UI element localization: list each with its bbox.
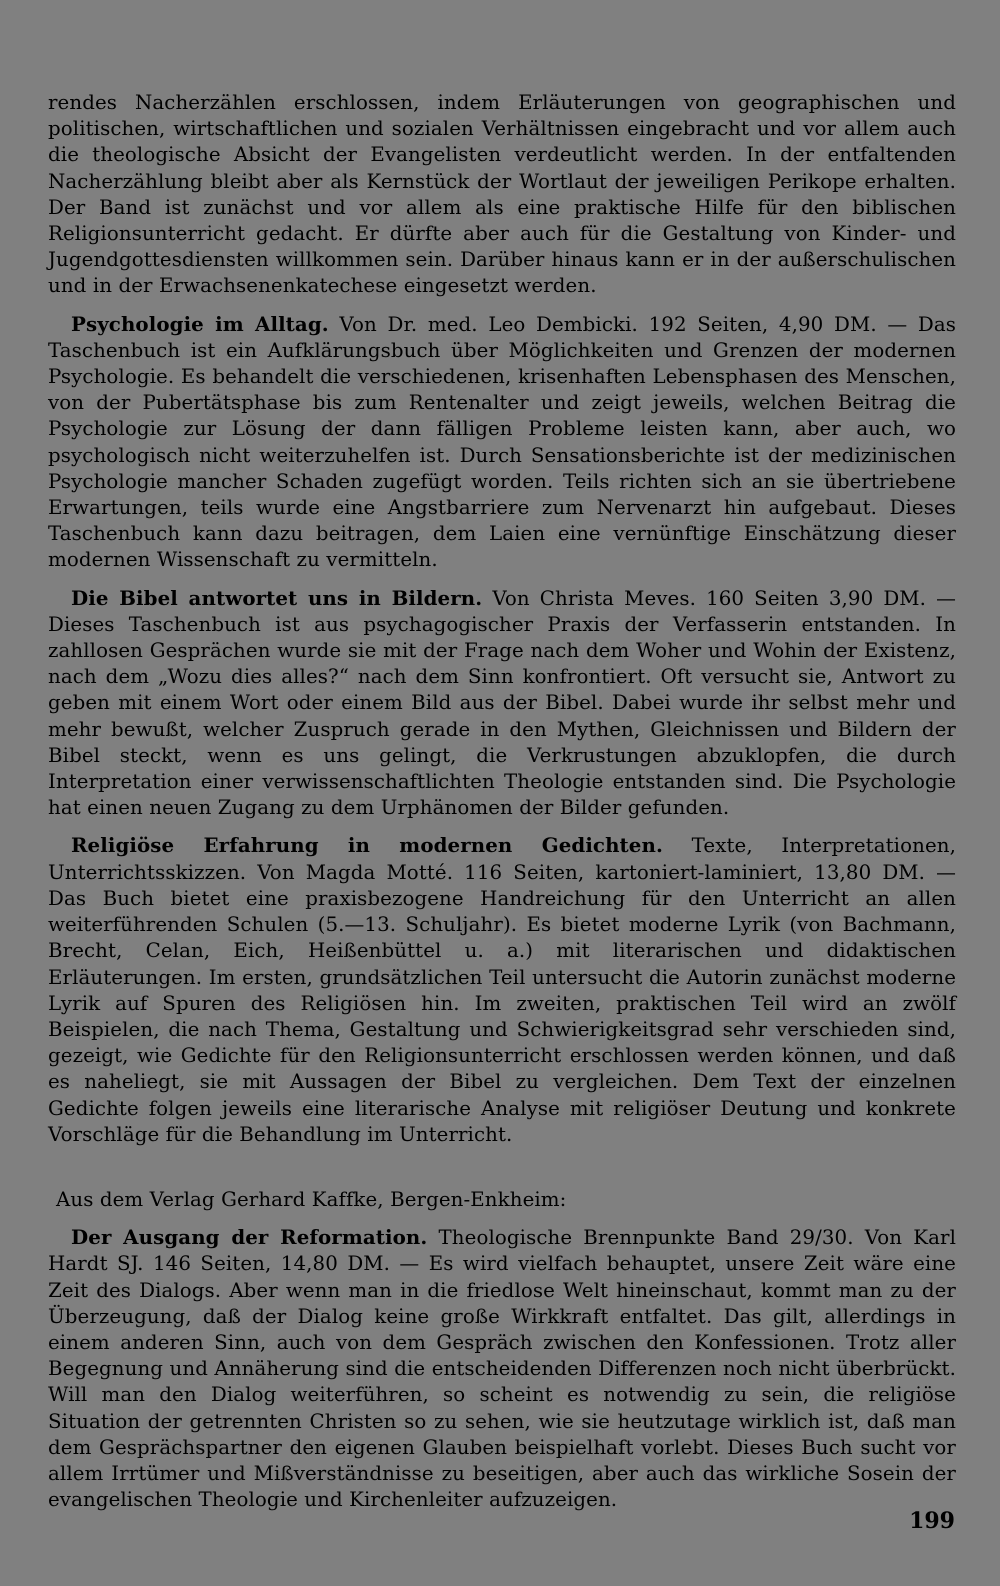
review-der-ausgang-der-reformation (48, 1224, 956, 1513)
book-title: Psychologie im Alltag. (71, 311, 329, 336)
review-body: Von Dr. med. Leo Dembicki. 192 Seiten, 4,90 DM. — Das Taschenbuch ist ein Aufklärungsbuch über Möglichkeiten und Grenzen der modernen Psychologie. Es behandelt die verschiedenen, krisenhaften Lebensphasen des Menschen, von der Pubertätsphase bis zum Rentenalter und zeigt jeweils, welchen Beitrag die Psychologie zur Lösung der dann fälligen Probleme leisten kann, aber auch, wo psychologisch nicht weiterzuhelfen ist. Durch Sensationsberichte ist der medizinischen Psychologie mancher Schaden zugefügt worden. Teils richten sich an sie übertriebene Erwartungen, teils wurde eine Angstbarriere zum Nervenarzt hin aufgebaut. Dieses Taschenbuch kann dazu beitragen, dem Laien eine vernünftige Einschätzung dieser modernen Wissenschaft zu vermitteln. (48, 312, 956, 572)
book-title: Die Bibel antwortet uns in Bildern. (71, 585, 483, 610)
book-title: Der Ausgang der Reformation. (71, 1225, 428, 1250)
review-body: Texte, Interpretationen, Unterrichtsskizzen. Von Magda Motté. 116 Seiten, kartoniert-laminiert, 13,80 DM. — Das Buch bietet eine praxisbezogene Handreichung für den Unterricht an allen weiterführenden Schulen (5.—13. Schuljahr). Es bietet moderne Lyrik (von Bachmann, Brecht, Celan, Eich, Heißenbüttel u. a.) mit literarischen und didaktischen Erläuterungen. Im ersten, grundsätzlichen Teil untersucht die Autorin zunächst moderne Lyrik auf Spuren des Religiösen hin. Im zweiten, praktischen Teil wird an zwölf Beispielen, die nach Thema, Gestaltung und Schwierigkeitsgrad sehr verschieden sind, gezeigt, wie Gedichte für den Religionsunterricht erschlossen werden können, und daß es naheliegt, sie mit Aussagen der Bibel zu vergleichen. Dem Text der einzelnen Gedichte folgen jeweils eine literarische Analyse mit religiöser Deutung und konkrete Vorschläge für die Behandlung im Unterricht. (48, 834, 956, 1146)
page-text-column (48, 90, 956, 1513)
book-title: Religiöse Erfahrung in modernen Gedichten. (71, 833, 663, 858)
review-religioese-erfahrung (48, 832, 956, 1147)
page-number: 199 (909, 1508, 955, 1534)
review-body: Von Christa Meves. 160 Seiten 3,90 DM. — Dieses Taschenbuch ist aus psychagogischer Praxis der Verfasserin entstanden. In zahllosen Gesprächen wurde sie mit der Frage nach dem Woher und Wohin der Existenz, nach dem „Wozu dies alles?“ nach dem Sinn konfrontiert. Oft versucht sie, Antwort zu geben mit einem Wort oder einem Bild aus der Bibel. Dabei wurde ihr selbst mehr und mehr bewußt, welcher Zuspruch gerade in den Mythen, Gleichnissen und Bildern der Bibel steckt, wenn es uns gelingt, die Verkrustungen abzuklopfen, die durch Interpretation einer verwissenschaftlichten Theologie entstanden sind. Die Psychologie hat einen neuen Zugang zu dem Urphänomen der Bilder gefunden. (48, 586, 956, 820)
intro-paragraph: rendes Nacherzählen erschlossen, indem Erläuterungen von geographischen und politischen, wirtschaftlichen und sozialen Verhältnissen eingebracht und vor allem auch die theologische Absicht der Evangelisten verdeutlicht werden. In der entfaltenden Nacherzählung bleibt aber als Kernstück der Wortlaut der jeweiligen Perikope erhalten. Der Band ist zunächst und vor allem als eine praktische Hilfe für den biblischen Religionsunterricht gedacht. Er dürfte aber auch für die Gestaltung von Kinder- und Jugendgottesdiensten willkommen sein. Darüber hinaus kann er in der außerschulischen und in der Erwachsenenkatechese eingesetzt werden. (48, 91, 956, 298)
review-die-bibel-antwortet (48, 585, 956, 822)
review-psychologie-im-alltag (48, 311, 956, 574)
publisher-heading: Aus dem Verlag Gerhard Kaffke, Bergen-Enkheim: (56, 1187, 567, 1211)
review-body: Theologische Brennpunkte Band 29/30. Von Karl Hardt SJ. 146 Seiten, 14,80 DM. — Es wird vielfach behauptet, unsere Zeit wäre eine Zeit des Dialogs. Aber wenn man in die friedlose Welt hineinschaut, kommt man zu der Überzeugung, daß der Dialog keine große Wirkkraft entfaltet. Das gilt, allerdings in einem anderen Sinn, auch von dem Gespräch zwischen den Konfessionen. Trotz aller Begegnung und Annäherung sind die entscheidenden Differenzen noch nicht überbrückt. Will man den Dialog weiterführen, so scheint es notwendig zu sein, die religiöse Situation der getrennten Christen so zu sehen, wie sie heutzutage wirklich ist, daß man dem Gesprächspartner den eigenen Glauben beispielhaft vorlebt. Dieses Buch sucht vor allem Irrtümer und Mißverständnisse zu beseitigen, aber auch das wirkliche Sosein der evangelischen Theologie und Kirchenleiter aufzuzeigen. (48, 1226, 956, 1512)
